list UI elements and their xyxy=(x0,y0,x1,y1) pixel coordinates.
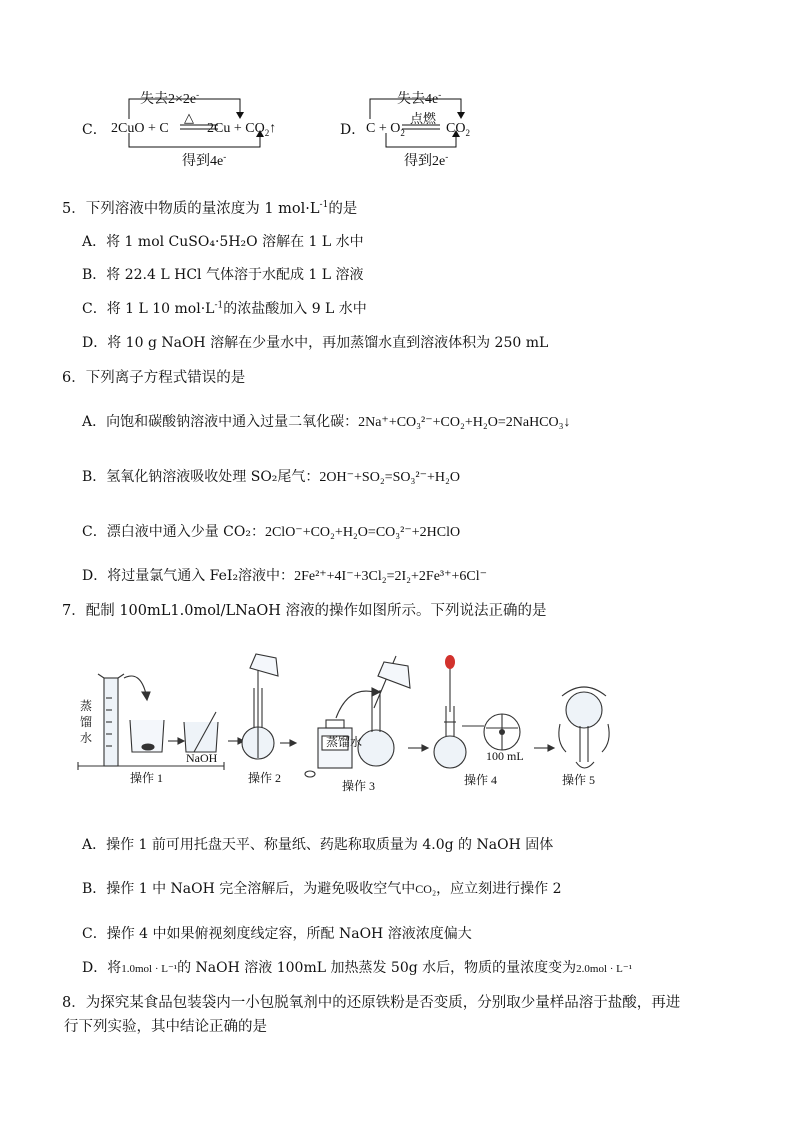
svg-text:馏: 馏 xyxy=(80,715,93,729)
option-d: D．将过量氯气通入 FeI₂溶液中：2Fe²⁺+4I⁻+3Cl₂=2I₂+2Fe³⁺+6Cl⁻ xyxy=(82,568,488,584)
step4-label: 操作 4 xyxy=(464,773,498,787)
option-c: C．操作 4 中如果俯视刻度线定容，所配 NaOH 溶液浓度偏大 xyxy=(82,926,472,942)
step1-label: 操作 1 xyxy=(130,771,164,785)
option-a: A．向饱和碳酸钠溶液中通入过量二氧化碳：2Na⁺+CO₃²⁻+CO₂+H₂O=2NaHCO₃↓ xyxy=(82,414,571,430)
top-label: 失去4e- xyxy=(397,89,442,107)
equation-left: 2CuO + C xyxy=(111,121,169,136)
option-b: B．将 22.4 L HCl 气体溶于水配成 1 L 溶液 xyxy=(82,267,364,283)
option-b: B．操作 1 中 NaOH 完全溶解后，为避免吸收空气中CO₂，应立刻进行操作 2 xyxy=(82,881,562,897)
solution-preparation-figure xyxy=(78,648,618,798)
question-stem-line2: 行下列实验，其中结论正确的是 xyxy=(64,1019,267,1035)
option-letter: D． xyxy=(340,122,366,138)
svg-text:水: 水 xyxy=(80,731,93,745)
top-label: 失去2×2e- xyxy=(140,89,200,107)
bottom-label: 得到4e- xyxy=(182,151,227,169)
step5-label: 操作 5 xyxy=(562,773,596,787)
question-stem: 5．下列溶液中物质的量浓度为 1 $mol\cdot L^{-1}$的是 xyxy=(62,200,358,217)
equation-left: $C + O_2$ xyxy=(366,121,405,138)
question-stem: 7．配制 100mL1.0mol/LNaOH 溶液的操作如图所示。下列说法正确的是 xyxy=(62,603,547,619)
ignite-condition: 点燃 xyxy=(410,111,437,126)
water-label-line1: 蒸 xyxy=(80,699,93,713)
question-stem-line1: 8．为探究某食品包装袋内一小包脱氧剂中的还原铁粉是否变质，分别取少量样品溶于盐酸，再进 xyxy=(62,995,681,1011)
option-d: D．将1.0mol · L⁻¹的 NaOH 溶液 100mL 加热蒸发 50g 水后，物质的量浓度变为2.0mol · L⁻¹ xyxy=(82,960,633,976)
step2-label: 操作 2 xyxy=(248,771,282,785)
question-stem: 6．下列离子方程式错误的是 xyxy=(62,370,246,386)
option-letter: C． xyxy=(82,122,107,138)
heat-condition: △ xyxy=(184,110,194,125)
equation-right: $2Cu + CO_2↑$ xyxy=(207,121,277,138)
bottom-label: 得到2e- xyxy=(404,151,449,169)
option-b: B．氢氧化钠溶液吸收处理 SO₂尾气：2OH⁻+SO₂=SO₃²⁻+H₂O xyxy=(82,469,460,485)
option-c: C．漂白液中通入少量 CO₂：2ClO⁻+CO₂+H₂O=CO₃²⁻+2HClO xyxy=(82,524,461,540)
equation-right: $CO_2$ xyxy=(446,121,470,138)
option-c: C．将 1 L 10 $mol\cdot L^{-1}$的浓盐酸加入 9 L 水中 xyxy=(82,300,367,317)
naoh-label: NaOH xyxy=(186,751,218,765)
option-d: D．将 10 g NaOH 溶解在少量水中，再加蒸馏水直到溶液体积为 250 mL xyxy=(82,335,549,351)
bottle-label: 蒸馏水 xyxy=(326,735,363,749)
step3-label: 操作 3 xyxy=(342,779,376,793)
volume-label: 100 mL xyxy=(486,749,524,763)
option-a: A．将 1 mol CuSO₄·5H₂O 溶解在 1 L 水中 xyxy=(82,234,364,250)
option-a: A．操作 1 前可用托盘天平、称量纸、药匙称取质量为 4.0g 的 NaOH 固体 xyxy=(82,837,554,853)
